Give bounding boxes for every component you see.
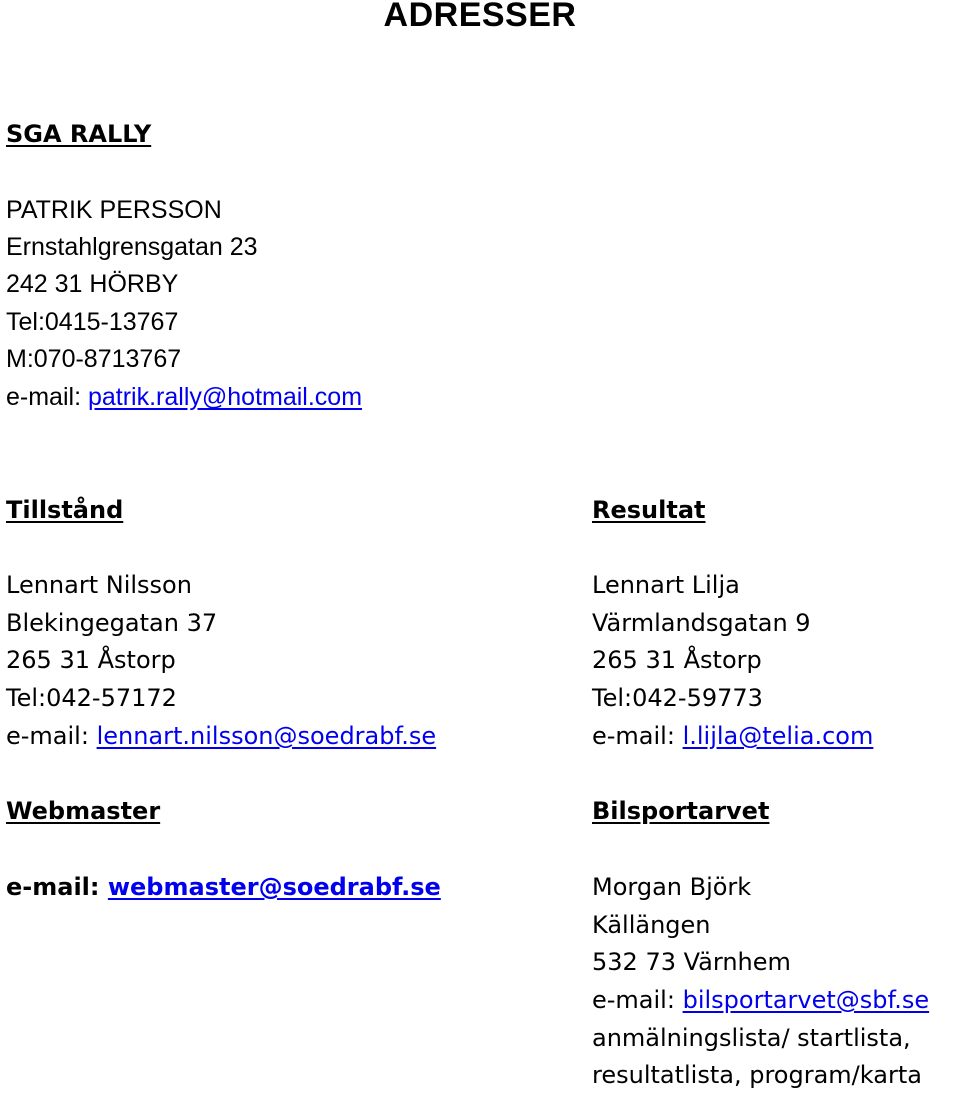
- tillstand-city: 265 31 Åstorp: [6, 646, 176, 674]
- webmaster-email-label: e-mail:: [6, 873, 100, 901]
- tillstand-email-label: e-mail:: [6, 722, 89, 750]
- sga-email-label: e-mail:: [6, 383, 82, 411]
- bilsportarvet-heading: Bilsportarvet: [592, 797, 770, 825]
- tillstand-heading: Tillstånd: [6, 496, 124, 524]
- tillstand-phone: Tel:042-57172: [6, 684, 177, 712]
- resultat-email-label: e-mail:: [592, 722, 675, 750]
- bilsportarvet-contact-name: Morgan Björk: [592, 873, 752, 901]
- page-title: ADRESSER: [383, 0, 577, 34]
- resultat-contact-name: Lennart Lilja: [592, 571, 740, 599]
- resultat-heading: Resultat: [592, 496, 706, 524]
- resultat-city: 265 31 Åstorp: [592, 646, 762, 674]
- bilsportarvet-note-line-2: resultatlista, program/karta: [592, 1061, 922, 1089]
- sga-mobile: M:070-8713767: [6, 345, 182, 373]
- webmaster-email-row: [6, 873, 441, 901]
- tillstand-email-link[interactable]: lennart.nilsson@soedrabf.se: [96, 722, 437, 750]
- sga-city: 242 31 HÖRBY: [6, 270, 179, 298]
- sga-rally-heading: SGA RALLY: [6, 120, 152, 148]
- bilsportarvet-email-label: e-mail:: [592, 986, 675, 1014]
- tillstand-contact-name: Lennart Nilsson: [6, 571, 192, 599]
- sga-contact-name: PATRIK PERSSON: [6, 196, 222, 224]
- sga-phone: Tel:0415-13767: [6, 308, 179, 336]
- resultat-phone: Tel:042-59773: [592, 684, 763, 712]
- bilsportarvet-note-line-1: anmälningslista/ startlista,: [592, 1024, 911, 1052]
- resultat-email-link[interactable]: l.lijla@telia.com: [682, 722, 874, 750]
- sga-email-link[interactable]: patrik.rally@hotmail.com: [87, 383, 363, 411]
- resultat-email-row: [592, 722, 873, 750]
- tillstand-email-row: [6, 722, 436, 750]
- bilsportarvet-city: 532 73 Värnhem: [592, 948, 791, 976]
- bilsportarvet-email-row: [592, 986, 929, 1014]
- sga-email-row: [6, 383, 362, 411]
- webmaster-heading: Webmaster: [6, 797, 161, 825]
- bilsportarvet-email-link[interactable]: bilsportarvet@sbf.se: [682, 986, 930, 1014]
- resultat-street: Värmlandsgatan 9: [592, 609, 811, 637]
- bilsportarvet-street: Källängen: [592, 911, 711, 939]
- tillstand-street: Blekingegatan 37: [6, 609, 218, 637]
- webmaster-email-link[interactable]: webmaster@soedrabf.se: [107, 873, 441, 901]
- sga-street: Ernstahlgrensgatan 23: [6, 233, 258, 261]
